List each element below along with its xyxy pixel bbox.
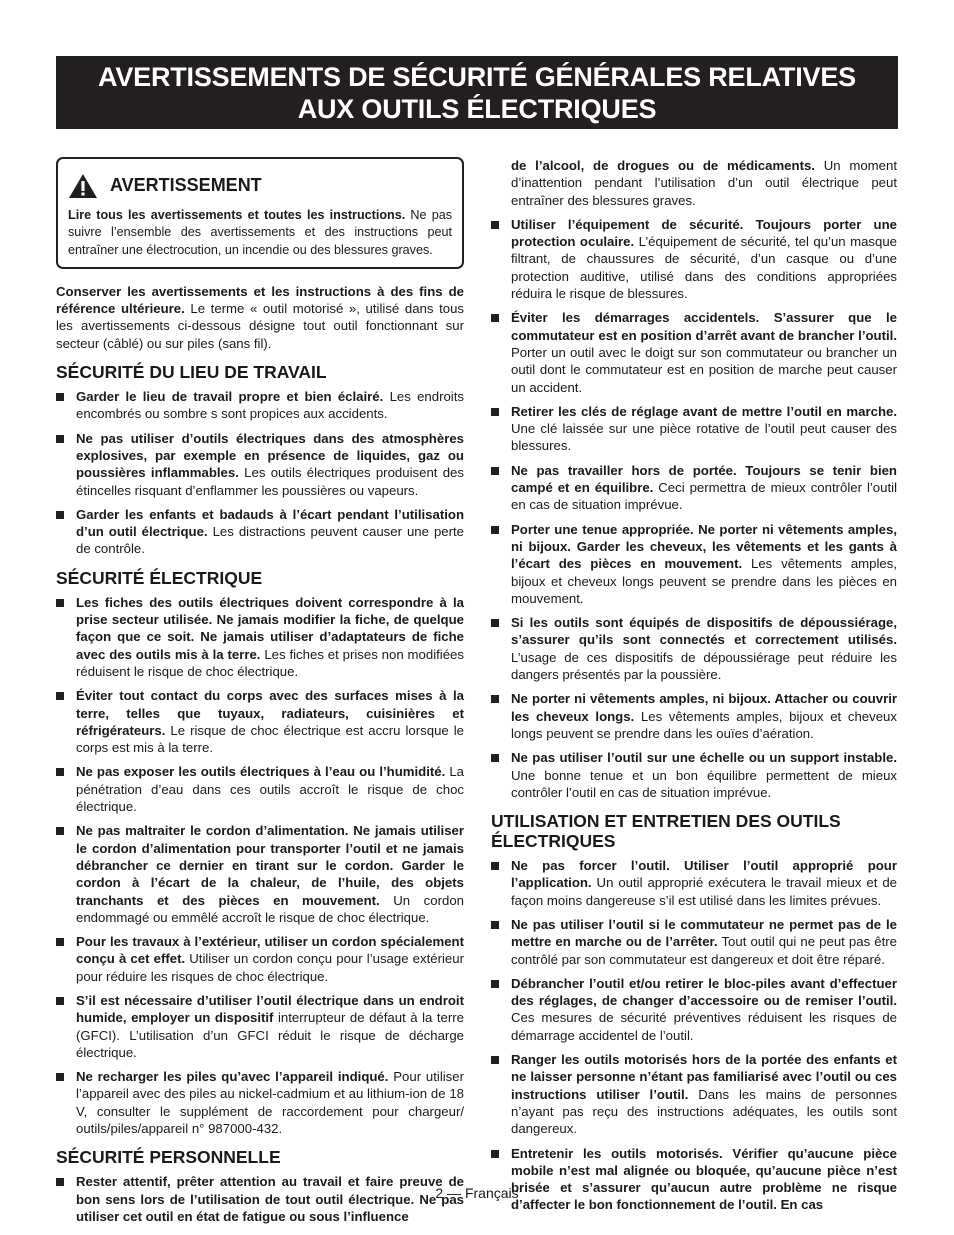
list-item: Rester attentif, prêter attention au travail et faire preuve de bon sens lors de l’utilisation de tout outil électrique. Ne pas utiliser cet outil en état de fatigue ou sous l’influence <box>56 1173 464 1225</box>
warning-title: AVERTISSEMENT <box>110 175 262 196</box>
list-item: Garder les enfants et badauds à l’écart pendant l’utilisation d’un outil électrique. Les distractions peuvent causer une perte de contrôle. <box>56 506 464 558</box>
list-item: Ne pas forcer l’outil. Utiliser l’outil approprié pour l’application. Un outil approprié exécutera le travail mieux et de façon moins dangereuse s’il est utilisé dans les limites prévues. <box>491 857 897 909</box>
warning-header <box>68 173 452 199</box>
page-footer: 2 — Français <box>435 1185 519 1201</box>
list-item: Garder le lieu de travail propre et bien éclairé. Les endroits encombrés ou sombre s sont propices aux accidents. <box>56 388 464 423</box>
list-item: Ne pas utiliser l’outil si le commutateur ne permet pas de le mettre en marche ou de l’arrêter. Tout outil qui ne peut pas être contrôlé par son commutateur est dangereux et doit être réparé. <box>491 916 897 968</box>
list-item: Ne pas maltraiter le cordon d’alimentation. Ne jamais utiliser le cordon d’alimentation pour transporter l’outil et ne jamais débrancher ce dernier en tirant sur le cordon. Garder le cordon à l’écart de la chaleur, de l’huile, des objets tranchants et des pièces en mouvement. Un cordon endommagé ou emmêlé accroît le risque de choc électrique. <box>56 822 464 926</box>
list-utilisation <box>491 857 897 1214</box>
list-lieu <box>56 388 464 558</box>
list-item: Les fiches des outils électriques doivent correspondre à la prise secteur utilisée. Ne jamais modifier la fiche, de quelque façon que ce soit. Ne jamais utiliser d’adaptateurs de fiche avec des outils mis à la terre. Les fiches et prises non modifiées réduisent le risque de choc électrique. <box>56 594 464 680</box>
list-item: Ne pas travailler hors de portée. Toujours se tenir bien campé et en équilibre. Ceci permettra de mieux contrôler l’outil en cas de situation imprévue. <box>491 462 897 514</box>
list-item: Ne pas utiliser l’outil sur une échelle ou un support instable. Une bonne tenue et un bon équilibre permettent de mieux contrôler l’outil en cas de situation imprévue. <box>491 749 897 801</box>
section-title-personnelle: SÉCURITÉ PERSONNELLE <box>56 1147 281 1168</box>
list-electrique <box>56 594 464 1138</box>
banner-line-1: AVERTISSEMENTS DE SÉCURITÉ GÉNÉRALES RELATIVES <box>98 61 856 92</box>
list-item: Porter une tenue appropriée. Ne porter ni vêtements amples, ni bijoux. Garder les cheveux, les vêtements et les gants à l’écart des pièces en mouvement. Les vêtements amples, bijoux et cheveux longs peuvent se prendre dans les pièces en mouvement. <box>491 521 897 607</box>
right-column <box>491 157 897 1221</box>
list-item: Utiliser l’équipement de sécurité. Toujours porter une protection oculaire. L’équipement de sécurité, tel qu’un masque filtrant, de chaussures de sécurité, d’un casque ou d’une protection auditive, utilisé dans des conditions appropriées réduira le risque de blessures. <box>491 216 897 302</box>
warning-box <box>56 157 464 269</box>
page-banner <box>56 56 898 129</box>
list-item: Pour les travaux à l’extérieur, utiliser un cordon spécialement conçu à cet effet. Utiliser un cordon conçu pour l’usage extérieur pour réduire les risques de choc électrique. <box>56 933 464 985</box>
banner-line-2: AUX OUTILS ÉLECTRIQUES <box>297 93 657 124</box>
list-item: Retirer les clés de réglage avant de mettre l’outil en marche. Une clé laissée sur une pièce rotative de l’outil peut causer des blessures. <box>491 403 897 455</box>
warning-text: Lire tous les avertissements et toutes les instructions. Ne pas suivre l’ensemble des avertissements et des instructions peut entraîner une électrocution, un incendie ou des blessures graves. <box>68 208 453 257</box>
list-item: Ne porter ni vêtements amples, ni bijoux. Attacher ou couvrir les cheveux longs. Les vêtements amples, bijoux et cheveux longs peuvent se prendre dans les ouïes d’aération. <box>491 690 897 742</box>
list-item: Entretenir les outils motorisés. Vérifier qu’aucune pièce mobile n’est mal alignée ou bloquée, qu’aucune pièce n’est brisée et s’assurer qu’aucun autre problème ne risque d’affecter le bon fonctionnement de l’outil. En cas <box>491 1145 897 1214</box>
section-title-utilisation: UTILISATION ET ENTRETIEN DES OUTILS ÉLECTRIQUES <box>491 811 841 852</box>
list-item: Ne pas utiliser d’outils électriques dans des atmosphères explosives, par exemple en présence de liquides, gaz ou poussières inflammables. Les outils électriques produisent des étincelles risquant d’enflammer les poussières ou vapeurs. <box>56 430 464 499</box>
list-item: Éviter tout contact du corps avec des surfaces mises à la terre, telles que tuyaux, radiateurs, cuisinières et réfrigérateurs. Le risque de choc électrique est accru lorsque le corps est mis à la terre. <box>56 687 464 756</box>
list-item-continued: de l’alcool, de drogues ou de médicaments. Un moment d’inattention pendant l’utilisation d’un outil électrique peut entraîner des blessures graves. <box>511 158 897 208</box>
list-item: Éviter les démarrages accidentels. S’assurer que le commutateur est en position d’arrêt avant de brancher l’outil. Porter un outil avec le doigt sur son commutateur ou brancher un outil dont le commutateur est en position de marche peut causer un accident. <box>491 309 897 395</box>
list-item: Ne pas exposer les outils électriques à l’eau ou l’humidité. La pénétration d’eau dans ces outils accroît le risque de choc électrique. <box>56 763 464 815</box>
list-personnelle-cont <box>491 157 897 801</box>
list-item: S’il est nécessaire d’utiliser l’outil électrique dans un endroit humide, employer un dispositif interrupteur de défaut à la terre (GFCI). L’utilisation d’un GFCI réduit le risque de décharge électrique. <box>56 992 464 1061</box>
list-item: Ne recharger les piles qu’avec l’appareil indiqué. Pour utiliser l’appareil avec des piles au nickel-cadmium et au lithium-ion de 18 V, consulter le supplément de raccordement pour chargeur/ outils/piles/appareil n° 987000-432. <box>56 1068 464 1137</box>
section-title-lieu: SÉCURITÉ DU LIEU DE TRAVAIL <box>56 362 327 383</box>
intro-paragraph: Conserver les avertissements et les instructions à des fins de référence ultérieure. Le terme « outil motorisé », utilisé dans tous les avertissements ci-dessous désigne tout outil fonctionnant sur secteur (câblé) ou sur piles (sans fil). <box>56 283 464 351</box>
left-column <box>56 157 464 1232</box>
warning-triangle-icon <box>68 173 98 199</box>
list-item: Débrancher l’outil et/ou retirer le bloc-piles avant d’effectuer des réglages, de changer d’accessoire ou de remiser l’outil. Ces mesures de sécurité préventives réduisent les risques de démarrage accidentel de l’outil. <box>491 975 897 1044</box>
list-item: Ranger les outils motorisés hors de la portée des enfants et ne laisser personne n’étant pas familiarisé avec l’outil ou ces instructions utiliser l’outil. Dans les mains de personnes n’ayant pas reçu des instructions adéquates, les outils sont dangereux. <box>491 1051 897 1137</box>
list-item: Si les outils sont équipés de dispositifs de dépoussiérage, s’assurer qu’ils sont connectés et correctement utilisés. L’usage de ces dispositifs de dépoussiérage peut réduire les dangers présentés par la poussière. <box>491 614 897 683</box>
section-title-electrique: SÉCURITÉ ÉLECTRIQUE <box>56 567 263 588</box>
